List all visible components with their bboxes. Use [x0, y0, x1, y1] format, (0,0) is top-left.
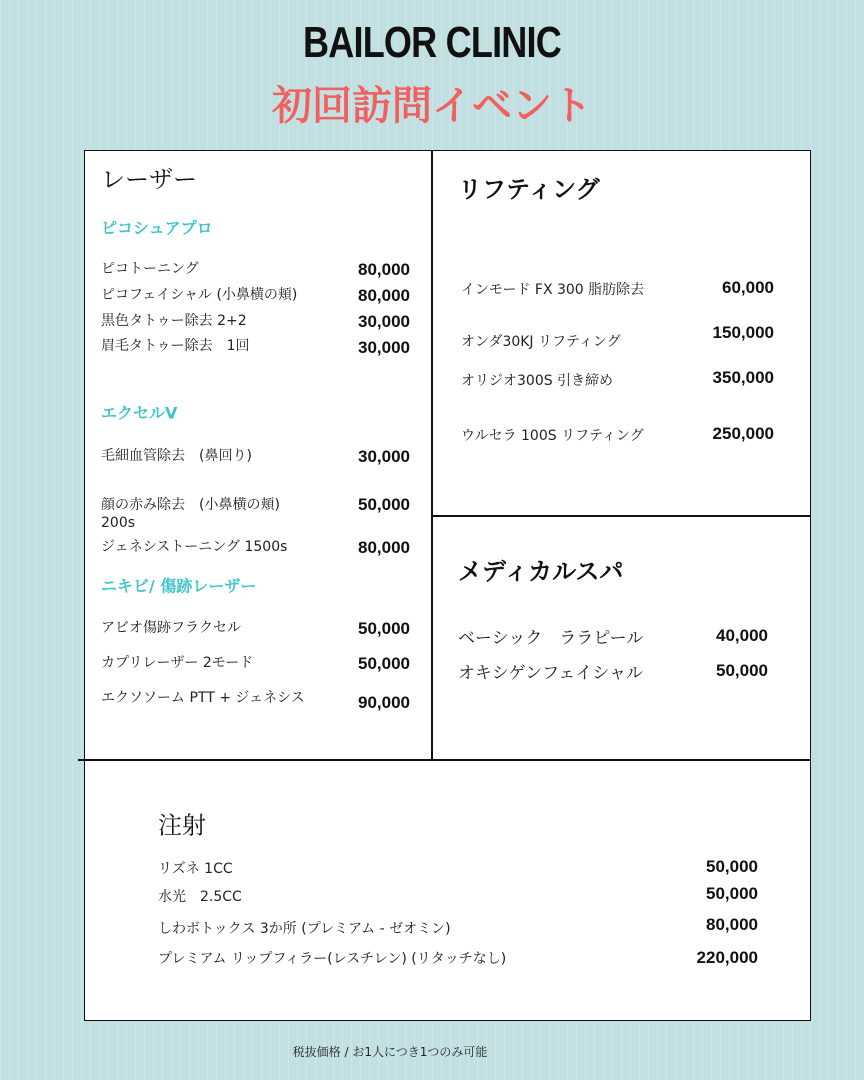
item-name: オンダ30KJ リフティング: [461, 334, 621, 350]
item-name: ベーシック ララピール: [458, 628, 644, 649]
divider: [78, 759, 811, 761]
item-name: オリジオ300S 引き締め: [461, 373, 614, 389]
item-name: ウルセラ 100S リフティング: [461, 428, 644, 444]
item-name: アビオ傷跡フラクセル: [101, 620, 241, 636]
item-name: リズネ 1CC: [158, 861, 233, 877]
item-name: インモード FX 300 脂肪除去: [461, 282, 645, 298]
item-price: 80,000: [706, 915, 758, 934]
item-price: 30,000: [358, 338, 410, 357]
item-name: 顔の赤み除去 (小鼻横の頬): [101, 497, 280, 513]
item-price: 50,000: [358, 619, 410, 638]
divider: [431, 150, 433, 760]
item-price: 50,000: [706, 857, 758, 876]
divider: [432, 515, 811, 517]
item-name: ピコトーニング: [101, 261, 199, 277]
item-name: ピコフェイシャル (小鼻横の頬): [101, 287, 298, 303]
item-price: 80,000: [358, 538, 410, 557]
item-price: 80,000: [358, 260, 410, 279]
item-name: カプリレーザー 2モード: [101, 655, 254, 671]
group-title: ニキビ/ 傷跡レーザー: [101, 576, 257, 596]
section-title: レーザー: [101, 165, 197, 194]
item-name: ジェネシストーニング 1500s: [101, 539, 288, 555]
item-price: 250,000: [712, 424, 774, 443]
item-price: 50,000: [358, 495, 410, 514]
item-price: 40,000: [716, 626, 768, 645]
item-price: 30,000: [358, 312, 410, 331]
group-title: エクセルV: [101, 403, 178, 423]
item-price: 220,000: [696, 948, 758, 967]
clinic-name: BAILOR CLINIC: [303, 18, 561, 67]
group-title: ピコシュアプロ: [101, 218, 213, 238]
item-name: 黒色タトゥー除去 2+2: [101, 313, 247, 329]
item-name: 眉毛タトゥー除去 1回: [101, 338, 250, 354]
item-name: 毛細血管除去 (鼻回り): [101, 448, 252, 464]
section-title: メディカルスパ: [458, 557, 624, 586]
item-price: 50,000: [358, 654, 410, 673]
item-price: 80,000: [358, 286, 410, 305]
item-price: 50,000: [706, 884, 758, 903]
section-title: 注射: [158, 811, 206, 840]
item-name: オキシゲンフェイシャル: [458, 663, 643, 684]
footer-note: 税抜価格 / お1人につき1つのみ可能: [292, 1045, 488, 1059]
item-price: 60,000: [722, 278, 774, 297]
item-price: 30,000: [358, 447, 410, 466]
item-name: 水光 2.5CC: [158, 889, 242, 905]
item-price: 90,000: [358, 693, 410, 712]
event-title: 初回訪問イベント: [272, 83, 592, 129]
item-name: プレミアム リップフィラー(レスチレン) (リタッチなし): [158, 951, 507, 967]
item-name: エクソソーム PTT + ジェネシス: [101, 690, 305, 706]
item-price: 150,000: [712, 323, 774, 342]
section-title: リフティング: [458, 175, 600, 204]
item-name-detail: 200s: [101, 515, 136, 531]
item-name: しわボトックス 3か所 (プレミアム - ゼオミン): [158, 921, 451, 937]
item-price: 350,000: [712, 368, 774, 387]
item-price: 50,000: [716, 661, 768, 680]
